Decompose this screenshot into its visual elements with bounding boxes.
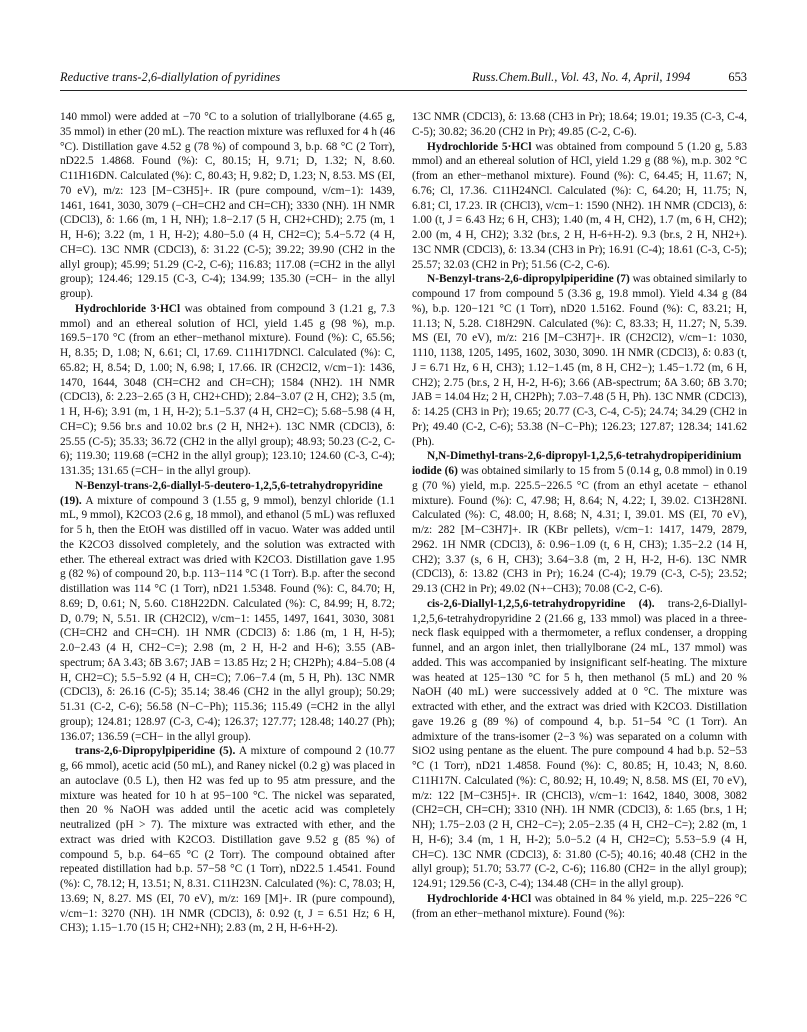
running-title: Reductive trans-2,6-diallylation of pyridines xyxy=(60,70,281,84)
paragraph xyxy=(412,449,747,597)
paragraph-text: A mixture of compound 2 (10.77 g, 66 mmol), acetic acid (50 mL), and Raney nickel (0.2 g) was placed in an autoclave (0.5 L), then H2 was fed up to 95 atm pressure, and the mixture was heated for 10 h at 95−100 °C. The nickel was separated, then 20 % NaOH was added until the acetic acid was completely neutralized (pH > 7). The mixture was extracted with ether, and the extract was dried with K2CO3. Distillation gave 9.52 g (85 %) of compound 5, b.p. 64−65 °C (2 Torr). The compound obtained after repeated distillation had b.p. 57−58 °C (1 Torr), nD22.5 1.4541. Found (%): C, 78.12; H, 13.51; N, 8.31. C11H23N. Calculated (%): C, 78.03; H, 13.69; N, 8.27. MS (EI, 70 eV), m/z: 169 [M]+. IR (pure compound), ν/cm−1: 3270 (NH). 1H NMR (CDCl3), δ: 0.92 (t, J = 6.51 Hz; 6 H, CH3); 1.15−1.70 (15 H; CH2+NH); 2.83 (m, 2 H, H-6+H-2). xyxy=(60,745,395,935)
paragraph-text: was obtained from compound 3 (1.21 g, 7.3 mmol) and an ethereal solution of HCl, yield 1.45 g (98 %), m.p. 169.5−170 °C (from an ether−methanol mixture). Found (%): C, 65.56; H, 8.35; D, 1.08; N, 6.61; Cl, 17.69. C11H17DNCl. Calculated (%): C, 65.82; H, 8.54; D, 1.00; N, 6.98; I, 17.66. IR (CH2Cl2, ν/cm−1): 1436, 1470, 1644, 3048 (CH=CH2 and CH=CH); 1584 (NH2). 1H NMR (CDCl3), δ: 2.23−2.65 (3 H, CH2+CHD); 2.84−3.07 (2 H, CH2); 3.5 (m, 1 H, H-6); 3.91 (m, 1 H, H-2); 5.1−5.37 (4 H, CH2=C); 5.68−5.98 (4 H, CH=C); 9.56 br.s and 10.02 br.s (2 H, NH2+). 13C NMR (CDCl3), δ: 25.55 (C-5); 35.33; 36.72 (CH2 in the allyl group); 48.93; 50.23 (C-2, C-6); 119.30; 119.68 (=CH2 in the allyl group); 123.10; 124.60 (C-3, C-4); 131.35; 131.65 (=CH− in the allyl group). xyxy=(60,302,395,477)
journal-citation: Russ.Chem.Bull., Vol. 43, No. 4, April, 1994 xyxy=(472,70,691,84)
paragraph xyxy=(60,302,395,479)
compound-heading: N-Benzyl-trans-2,6-dipropylpiperidine (7) xyxy=(427,273,630,286)
paragraph xyxy=(60,744,395,936)
compound-heading: Hydrochloride 5·HCl xyxy=(427,140,532,153)
paragraph xyxy=(412,892,747,922)
compound-heading: Hydrochloride 4·HCl xyxy=(427,892,532,905)
paragraph-text: was obtained similarly to 15 from 5 (0.14 g, 0.8 mmol) in 0.19 g (70 %) yield, m.p. 225.5−226.5 °C (from an ethyl acetate − ethanol mixture). Found (%): C, 47.98; H, 8.64; N, 4.22; I, 39.02. C13H28NI. Calculated (%): C, 48.00; H, 8.68; N, 4.31; I, 39.01. MS (EI, 70 eV), m/z: 282 [M−C3H7]+. IR (KBr pellets), ν/cm−1: 1417, 1479, 2879, 2962. 1H NMR (CDCl3), δ: 0.96−1.09 (t, 6 H, CH3); 1.35−2.2 (14 H, CH2); 3.37 (s, 6 H, CH3); 3.64−3.8 (m, 2 H, H-2, H-6). 13C NMR (CDCl3), δ: 13.82 (CH3 in Pr); 16.24 (C-4); 19.79 (C-3, C-5); 23.52; 29.13 (CH2 in Pr); 49.02 (N+−CH3); 70.08 (C-2, C-6). xyxy=(412,465,747,595)
paragraph xyxy=(412,140,747,273)
page-number: 653 xyxy=(728,70,747,84)
compound-heading: Hydrochloride 3·HCl xyxy=(75,302,181,315)
header-rule xyxy=(60,90,747,91)
paragraph-text: trans-2,6-Diallyl-1,2,5,6-tetrahydropyridine 2 (21.66 g, 133 mmol) was placed in a three-neck flask equipped with a thermometer, a reflux condenser, a dropping funnel, and an argon inlet, then triallylborane (24 mL, 137 mmol) was added. This was accompanied by insignificant self-heating. The mixture was heated at 125−130 °C for 5 h, then methanol (5 mL) and 20 % NaOH (40 mL) were successively added at 0 °C. The mixture was extracted with ether, and the extract was dried with K2CO3. Distillation gave 19.26 g (89 %) of compound 4, b.p. 51−54 °C (1 Torr). An admixture of the trans-isomer (2−3 %) was separated on a column with SiO2 using pentane as the eluent. The pure compound 4 had b.p. 52−53 °C (1 Torr), nD21 1.4858. Found (%): C, 80.85; H, 10.43; N, 8.60. C11H17N. Calculated (%): C, 80.92; H, 10.49; N, 8.58. MS (EI, 70 eV), m/z: 122 [M−C3H5]+. IR (CHCl3), ν/cm−1: 1642, 1840, 3008, 3082 (CH2=CH, CH=CH); 3310 (NH). 1H NMR (CDCl3), δ: 1.65 (br.s, 1 H; NH); 1.75−2.03 (2 H, CH2−C=); 2.05−2.35 (4 H, CH2−C=); 2.82 (m, 1 H, H-6); 3.4 (m, 1 H, H-2); 5.0−5.2 (4 H, CH2=C); 5.53−5.9 (4 H, CH=C). 13C NMR (CDCl3), δ: 31.80 (C-5); 40.16; 40.48 (CH2 in the allyl group); 51.70; 53.77 (C-2, C-6); 116.80 (CH2= in the allyl group); 124.91; 129.56 (C-3, C-4); 134.48 (CH= in the allyl group). xyxy=(412,597,747,890)
paragraph xyxy=(412,272,747,449)
paragraph xyxy=(60,479,395,745)
paragraph xyxy=(60,110,395,302)
compound-heading: N,N-Dimethyl-trans-2,6-dipropyl-1,2,5,6-tetrahydropiperidinium iodide (6) xyxy=(412,450,742,477)
paragraph-text: was obtained similarly to compound 17 from compound 5 (3.36 g, 19.8 mmol). Yield 4.34 g (84 %), b.p. 120−121 °C (1 Torr), nD20 1.5162. Found (%): C, 83.21; H, 11.13; N, 5.28. C18H29N. Calculated (%): C, 83.33; H, 11.27; N, 5.39. MS (EI, 70 eV), m/z: 216 [M−C3H7]+. IR (CH2Cl2), ν/cm−1: 1030, 1110, 1138, 1205, 1495, 1602, 3030, 3090. 1H NMR (CDCl3), δ: 0.83 (t, J = 6.71 Hz, 6 H, CH3); 1.12−1.45 (m, 8 H, CH2−); 1.45−1.72 (m, 6 H, CH2); 2.75 (br.s, 2 H, H-2, H-6); 3.66 (AB-spectrum; δA 3.60; δB 3.70; JAB = 14.04 Hz; 2 H, CH2Ph); 7.03−7.48 (5 H, Ph). 13C NMR (CDCl3), δ: 14.25 (CH3 in Pr); 19.65; 20.77 (C-3, C-4, C-5); 24.74; 34.29 (CH2 in Pr); 49.40 (C-2, C-6); 53.38 (N−C−Ph); 126.23; 127.87; 128.34; 141.62 (Ph). xyxy=(412,273,747,448)
left-column xyxy=(60,110,395,936)
compound-heading: trans-2,6-Dipropylpiperidine (5). xyxy=(75,745,236,758)
compound-heading: cis-2,6-Diallyl-1,2,5,6-tetrahydropyridine (4). xyxy=(427,597,655,610)
paragraph-text: was obtained in 84 % yield, m.p. 225−226 °C (from an ether−methanol mixture). Found (%): xyxy=(412,892,747,920)
running-header xyxy=(60,70,747,90)
paragraph-text: 140 mmol) were added at −70 °C to a solution of triallylborane (4.65 g, 35 mmol) in ether (20 mL). The reaction mixture was refluxed for 4 h (46 °C). Distillation gave 4.52 g (78 %) of compound 3, b.p. 68 °C (2 Torr), nD22.5 1.4868. Found (%): C, 80.15; H, 9.71; D, 1.32; N, 8.60. C11H16DN. Calculated (%): C, 80.43; H, 9.82; D, 1.23; N, 8.53. MS (EI, 70 eV), m/z: 123 [M−C3H5]+. IR (pure compound, ν/cm−1): 1439, 1461, 1641, 3030, 3079 (−CH=CH2 and CH=CH); 3330 (NH). 1H NMR (CDCl3), δ: 1.66 (m, 1 H, NH); 1.8−2.17 (5 H, CH2+CHD); 2.75 (m, 1 H, H-6); 3.22 (m, 1 H, H-2); 4.80−5.0 (4 H, CH2=C); 5.4−5.72 (4 H, CH=C). 13C NMR (CDCl3), δ: 31.22 (C-5); 39.22; 39.90 (CH2 in the allyl group); 45.99; 51.29 (C-2, C-6); 116.83; 117.08 (=CH2 in the allyl group); 124.46; 129.15 (C-3, C-4); 134.99; 135.30 (=CH− in the allyl group). xyxy=(60,111,395,300)
compound-heading: N-Benzyl-trans-2,6-diallyl-5-deutero-1,2,5,6-tetrahydropyridine (19). xyxy=(60,479,383,507)
paragraph-text: was obtained from compound 5 (1.20 g, 5.83 mmol) and an ethereal solution of HCl, yield 1.29 g (88 %), m.p. 302 °C (from an ether−methanol mixture). Found (%): C, 64.45; H, 11.67; N, 6.76; Cl, 17.36. C11H24NCl. Calculated (%): C, 64.20; H, 11.75; N, 6.81; Cl, 17.23. IR (CHCl3), ν/cm−1: 1590 (NH2). 1H NMR (CDCl3), δ: 1.00 (t, J = 6.43 Hz; 6 H, CH3); 1.40 (m, 4 H, CH2), 1.7 (m, 6 H, CH2); 2.00 (m, 4 H, CH2); 3.32 (br.s, 2 H, H-6+H-2). 9.3 (br.s, 2 H, NH2+). 13C NMR (CDCl3), δ: 13.34 (CH3 in Pr); 16.91 (C-4); 18.61 (C-3, C-5); 25.57; 32.03 (CH2 in Pr); 51.56 (C-2, C-6). xyxy=(412,140,747,271)
right-column xyxy=(412,110,747,921)
paragraph xyxy=(412,110,747,140)
paragraph-text: 13C NMR (CDCl3), δ: 13.68 (CH3 in Pr); 18.64; 19.01; 19.35 (C-3, C-4, C-5); 30.82; 36.20 (CH2 in Pr); 49.85 (C-2, C-6). xyxy=(412,111,747,138)
paragraph xyxy=(412,597,747,892)
paragraph-text: A mixture of compound 3 (1.55 g, 9 mmol), benzyl chloride (1.1 mL, 9 mmol), K2CO3 (2.6 g, 18 mmol), and ethanol (5 mL) was refluxed for 5 h, then the EtOH was distilled off in vacuo. Water was added until the K2CO3 dissolved completely, and the solution was extracted with ether. The ethereal extract was dried with K2CO3. Distillation gave 1.95 g (82 %) of compound 20, b.p. 113−114 °C (1 Torr). B.p. after the second distillation was 114 °C (1 Torr), nD21 1.5348. Found (%): C, 84.70; H, 8.69; D, 0.61; N, 5.60. C18H22DN. Calculated (%): C, 84.99; H, 8.72; D, 0.79; N, 5.51. IR (CH2Cl2), ν/cm−1: 1455, 1497, 1641, 3030, 3081 (CH=CH2 and CH=CH). 1H NMR (CDCl3) δ: 1.86 (m, 1 H, H-5); 2.0−2.43 (4 H, CH2−C=); 2.98 (m, 2 H, H-2 and H-6); 3.55 (AB-spectrum; δA 3.43; δB 3.67; JAB = 13.85 Hz; 2 H; CH2Ph); 4.84−5.08 (4 H, CH2=C); 5.5−5.92 (4 H, CH=C); 7.06−7.4 (m, 5 H, Ph). 13C NMR (CDCl3), δ: 26.16 (C-5); 35.14; 38.46 (CH2 in the allyl group); 50.29; 51.31 (C-2, C-6); 56.58 (N−C−Ph); 115.36; 115.49 (=CH2 in the allyl group); 124.81; 128.97 (C-3, C-4); 126.37; 127.77; 128.48; 140.27 (Ph); 136.07; 136.59 (=CH− in the allyl group). xyxy=(60,494,395,743)
